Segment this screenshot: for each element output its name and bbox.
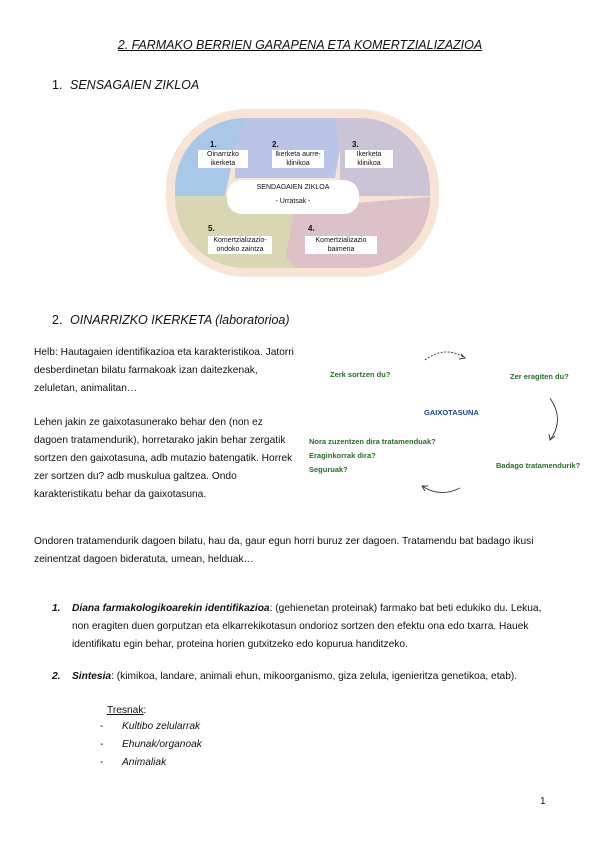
list-item-2: Sintesia: (kimikoa, landare, animali ehun, mikoorganismo, giza zelula, igenieritza genetikoa, etab). bbox=[72, 671, 518, 682]
list-item-2-num: 2. bbox=[52, 671, 61, 682]
question-efficacy: Eraginkorrak dira? bbox=[309, 451, 376, 460]
page-number: 1 bbox=[540, 796, 546, 807]
cycle-label-4: Komertzializazio baimena bbox=[305, 236, 377, 254]
disease-cycle-diagram bbox=[300, 340, 590, 505]
cycle-label-3: Ikerketa klinikoa bbox=[345, 150, 393, 168]
list-item-1: Diana farmakologikoarekin identifikazioa: (gehienetan proteinak) farmako bat beti edukiko du. Lekua, non eragiten duen gorputzan eta elkarrekikotasun ondorioz sortzen den efektu ona edo txarra. Hauek identifikatu egin behar, proteina horien gutxitzeko edo kopurua handitzeko. bbox=[72, 603, 542, 650]
cycle-diagram bbox=[165, 108, 440, 278]
tools-list-item: - Ehunak/organoak bbox=[100, 739, 202, 750]
cycle-center-title: SENDAGAIEN ZIKLOA bbox=[256, 184, 330, 191]
tools-list bbox=[100, 718, 202, 772]
tools-list-item: - Animaliak bbox=[100, 757, 167, 768]
cycle-num-2: 2. bbox=[272, 140, 279, 149]
question-target: Nora zuzentzen dira tratamenduak? bbox=[309, 437, 436, 446]
section-2-heading: 2. OINARRIZKO IKERKETA (laboratorioa) bbox=[52, 313, 290, 327]
disease-center-label: GAIXOTASUNA bbox=[424, 408, 479, 417]
arrow-right bbox=[550, 398, 558, 440]
list-item-1-num: 1. bbox=[52, 603, 61, 614]
cycle-center-sub: - Urratsak - bbox=[275, 198, 311, 205]
tools-list-item: - Kultibo zelularrak bbox=[100, 721, 201, 732]
tools-heading: Tresnak: bbox=[107, 705, 147, 716]
cycle-label-5: Komertzializazio-ondoko zaintza bbox=[208, 236, 272, 254]
arrow-bottom bbox=[422, 486, 460, 493]
question-cause: Zerk sortzen du? bbox=[330, 370, 391, 379]
cycle-num-5: 5. bbox=[208, 224, 215, 233]
cycle-num-1: 1. bbox=[210, 140, 217, 149]
paragraph-1: Helb: Hautagaien identifikazioa eta karakteristikoa. Jatorri desberdinetan bilatu farmakoak izan daitezkenak, zeluletan, animalitan… bbox=[34, 347, 294, 394]
page-title: 2. FARMAKO BERRIEN GARAPENA ETA KOMERTZIALIZAZIOA bbox=[117, 38, 483, 52]
question-safety: Seguruak? bbox=[309, 465, 348, 474]
paragraph-3: Ondoren tratamendurik dagoen bilatu, hau da, gaur egun horri buruz zer dagoen. Tratamendu bat badago ikusi zeinentzat dagoen bideratuta, umean, helduak… bbox=[34, 536, 534, 565]
cycle-num-3: 3. bbox=[352, 140, 359, 149]
section-1-heading: 1. SENSAGAIEN ZIKLOA bbox=[52, 78, 200, 92]
cycle-label-2: Ikerketa aurre-klinikoa bbox=[272, 150, 324, 168]
question-effect: Zer eragiten du? bbox=[510, 372, 569, 381]
question-treatment: Badago tratamendurik? bbox=[496, 461, 581, 470]
cycle-num-4: 4. bbox=[308, 224, 315, 233]
paragraph-2: Lehen jakin ze gaixotasunerako behar den (non ez dagoen tratamendurik), horretarako jakin behar zergatik sortzen den gaixotasuna, adb mutazio batengatik. Horrek zer sortzen du? adb muskulua galtzea. Ondo karakteristikatu behar da gaixotasuna. bbox=[34, 417, 293, 500]
cycle-label-1: Oinarrizko ikerketa bbox=[198, 150, 248, 168]
